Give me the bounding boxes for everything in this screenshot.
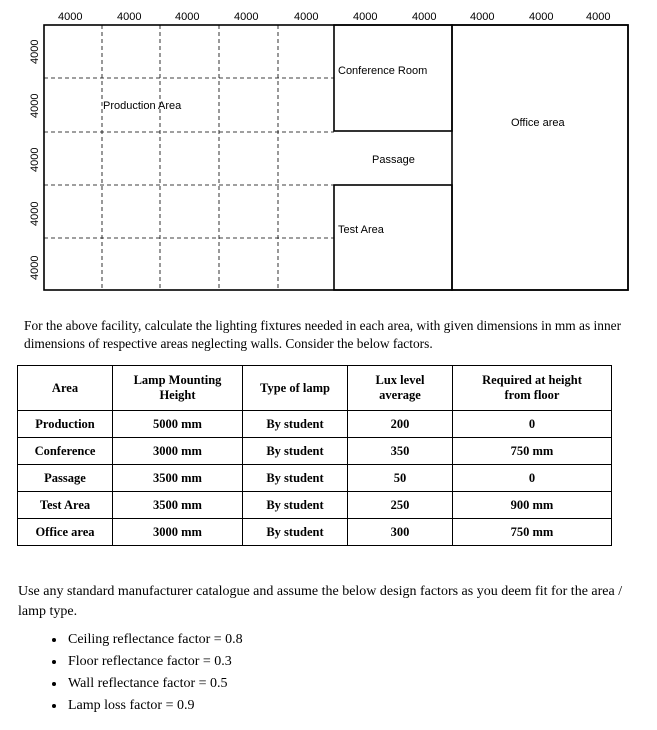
list-item: • Ceiling reflectance factor = 0.8 (66, 629, 243, 651)
header-mounting-height: Lamp Mounting Height (113, 366, 243, 411)
cell-area: Production (18, 411, 113, 438)
production-area-label: Production Area (103, 100, 182, 112)
cell-height: 3000 mm (113, 438, 243, 465)
cell-lux: 250 (348, 492, 453, 519)
intro-paragraph: For the above facility, calculate the lighting fixtures needed in each area, with given dimensions in mm as inner dimensions of respective areas neglecting walls. Consider the below factors. (24, 318, 622, 351)
facility-outline (44, 25, 628, 290)
cell-area: Conference (18, 438, 113, 465)
table-row (18, 438, 612, 465)
table-row (18, 465, 612, 492)
col-dim-8: 4000 (470, 11, 495, 23)
production-grid (44, 25, 334, 290)
col-dim-10: 4000 (586, 11, 611, 23)
col-dim-3: 4000 (175, 11, 200, 23)
design-factors-paragraph: Use any standard manufacturer catalogue and assume the below design factors as you deem fit for the area / lamp type. (18, 584, 623, 619)
table-row (18, 411, 612, 438)
cell-required: 900 mm (453, 492, 612, 519)
cell-lamp: By student (243, 411, 348, 438)
cell-lux: 200 (348, 411, 453, 438)
cell-lamp: By student (243, 465, 348, 492)
cell-area: Test Area (18, 492, 113, 519)
lighting-requirements-table (17, 365, 612, 546)
cell-lux: 50 (348, 465, 453, 492)
list-item: • Wall reflectance factor = 0.5 (66, 673, 243, 695)
row-dim-2: 4000 (29, 93, 41, 118)
cell-height: 3500 mm (113, 492, 243, 519)
test-area-box (334, 185, 452, 290)
office-area-box (452, 25, 628, 290)
row-dim-5: 4000 (29, 255, 41, 280)
col-dim-2: 4000 (117, 11, 142, 23)
header-lamp-type: Type of lamp (243, 366, 348, 411)
table-row (18, 492, 612, 519)
cell-lamp: By student (243, 492, 348, 519)
col-dim-4: 4000 (234, 11, 259, 23)
row-dim-3: 4000 (29, 147, 41, 172)
passage-label: Passage (372, 154, 415, 166)
cell-lux: 300 (348, 519, 453, 546)
column-dimension-labels (58, 11, 610, 23)
cell-required: 0 (453, 465, 612, 492)
col-dim-1: 4000 (58, 11, 83, 23)
table-header-row (18, 366, 612, 411)
cell-lamp: By student (243, 519, 348, 546)
header-area: Area (18, 366, 113, 411)
floor-plan (0, 0, 657, 305)
col-dim-6: 4000 (353, 11, 378, 23)
conference-room-box (334, 25, 452, 131)
col-dim-5: 4000 (294, 11, 319, 23)
cell-required: 0 (453, 411, 612, 438)
header-lux-level: Lux level average (348, 366, 453, 411)
test-area-label: Test Area (338, 224, 384, 236)
office-area-label: Office area (511, 117, 565, 129)
cell-height: 3500 mm (113, 465, 243, 492)
cell-area: Passage (18, 465, 113, 492)
cell-required: 750 mm (453, 438, 612, 465)
row-dimension-labels (29, 40, 41, 280)
cell-required: 750 mm (453, 519, 612, 546)
cell-lamp: By student (243, 438, 348, 465)
row-dim-4: 4000 (29, 201, 41, 226)
cell-height: 3000 mm (113, 519, 243, 546)
table-row (18, 519, 612, 546)
col-dim-7: 4000 (412, 11, 437, 23)
header-required-height: Required at height from floor (453, 366, 612, 411)
row-dim-1: 4000 (29, 39, 41, 64)
design-factors-list (36, 629, 243, 717)
cell-area: Office area (18, 519, 113, 546)
cell-height: 5000 mm (113, 411, 243, 438)
list-item: • Lamp loss factor = 0.9 (66, 695, 243, 717)
conference-room-label: Conference Room (338, 65, 428, 77)
list-item: • Floor reflectance factor = 0.3 (66, 651, 243, 673)
col-dim-9: 4000 (529, 11, 554, 23)
cell-lux: 350 (348, 438, 453, 465)
